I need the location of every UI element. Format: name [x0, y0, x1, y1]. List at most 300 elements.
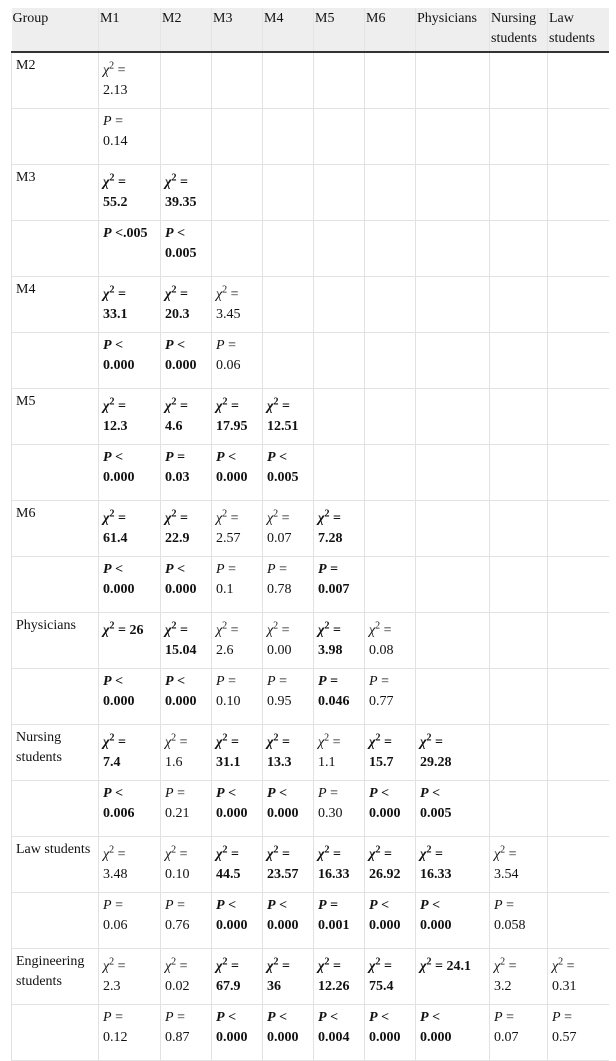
empty-cell — [490, 501, 548, 557]
stat-value: 0.00 — [267, 642, 292, 658]
empty-cell — [365, 557, 416, 613]
stat-value: 0.06 — [103, 918, 128, 933]
stat-value: 0.058 — [494, 918, 526, 933]
chi-square-cell: $\chi^2$ = 26.92 — [365, 837, 416, 893]
stat-value: 0.1 — [216, 582, 234, 597]
stat-value: 22.9 — [165, 530, 190, 546]
empty-cell — [416, 52, 490, 109]
empty-cell — [490, 781, 548, 837]
p-symbol: P — [420, 1010, 429, 1025]
empty-cell — [263, 221, 314, 277]
empty-cell — [548, 221, 609, 277]
p-symbol: P — [216, 898, 225, 913]
p-operator: < — [177, 562, 186, 577]
stat-value: 12.51 — [267, 418, 299, 434]
empty-cell — [490, 613, 548, 669]
stat-value: 0.005 — [267, 470, 299, 485]
group-label: M4 — [12, 277, 99, 333]
chi-symbol: χ — [216, 958, 223, 974]
stat-value: 0.10 — [216, 694, 241, 709]
empty-cell — [548, 109, 609, 165]
p-operator: = — [177, 1010, 185, 1025]
stat-value: 0.08 — [369, 642, 394, 658]
chi-symbol: χ — [318, 958, 325, 974]
chi-square-cell: $\chi^2$ = 1.6 — [161, 725, 212, 781]
table-row — [12, 277, 609, 333]
p-operator: < — [279, 786, 288, 801]
p-symbol: P — [216, 1010, 225, 1025]
p-value-cell — [161, 333, 212, 389]
stat-value: 12.3 — [103, 418, 128, 434]
p-operator: < — [381, 1010, 390, 1025]
chi-square-cell: $\chi^2$ = 0.02 — [161, 949, 212, 1005]
p-operator: = — [330, 562, 339, 577]
empty-cell — [490, 669, 548, 725]
empty-cell — [548, 165, 609, 221]
empty-cell — [12, 445, 99, 501]
p-symbol: P — [318, 786, 327, 801]
p-value-cell — [161, 669, 212, 725]
chi-square-cell: $\chi^2$ = 15.7 — [365, 725, 416, 781]
chi-square-cell: $\chi^2$ = 0.07 — [263, 501, 314, 557]
p-operator: < — [228, 450, 237, 465]
empty-cell — [548, 333, 609, 389]
p-symbol: P — [267, 562, 276, 577]
p-value-cell — [263, 669, 314, 725]
stat-value: 0.000 — [165, 358, 197, 373]
stat-value: 23.57 — [267, 866, 299, 882]
empty-cell — [365, 277, 416, 333]
stat-value: 26 — [129, 622, 144, 638]
stat-value: 0.000 — [369, 918, 401, 933]
stat-value: 0.87 — [165, 1030, 190, 1045]
stat-value: 0.000 — [165, 582, 197, 597]
chi-square-cell: $\chi^2$ = 3.54 — [490, 837, 548, 893]
chi-square-cell: $\chi^2$ = 4.6 — [161, 389, 212, 445]
chi-symbol: χ — [216, 398, 223, 414]
p-value-cell — [314, 781, 365, 837]
p-value-cell — [263, 781, 314, 837]
p-operator: < — [115, 450, 124, 465]
stat-value: 61.4 — [103, 530, 128, 546]
stat-value: 0.76 — [165, 918, 190, 933]
p-symbol: P — [103, 338, 112, 353]
empty-cell — [416, 333, 490, 389]
empty-cell — [548, 613, 609, 669]
p-value-cell — [212, 557, 263, 613]
empty-cell — [548, 445, 609, 501]
stat-value: 1.1 — [318, 754, 336, 770]
empty-cell — [548, 781, 609, 837]
p-operator: < — [177, 226, 186, 241]
p-symbol: P — [165, 226, 174, 241]
p-value-cell — [161, 893, 212, 949]
header-row — [12, 8, 609, 52]
stat-value: 3.54 — [494, 866, 519, 882]
p-operator: = — [177, 898, 185, 913]
stat-value: 0.000 — [216, 470, 248, 485]
chi-square-cell: $\chi^2$ = 0.00 — [263, 613, 314, 669]
table-row — [12, 221, 609, 277]
p-symbol: P — [103, 562, 112, 577]
chi-symbol: χ — [318, 510, 325, 526]
chi-square-cell: $\chi^2$ = 7.28 — [314, 501, 365, 557]
stat-value: 0.03 — [165, 470, 190, 485]
empty-cell — [416, 445, 490, 501]
p-operator: < — [381, 786, 390, 801]
p-value-cell — [365, 781, 416, 837]
p-symbol: P — [420, 786, 429, 801]
empty-cell — [161, 109, 212, 165]
p-value-cell — [99, 221, 161, 277]
chi-square-cell: $\chi^2$ = 16.33 — [416, 837, 490, 893]
empty-cell — [548, 557, 609, 613]
table-row — [12, 781, 609, 837]
p-value-cell — [365, 669, 416, 725]
empty-cell — [548, 669, 609, 725]
p-operator: = — [506, 898, 514, 913]
empty-cell — [263, 52, 314, 109]
empty-cell — [12, 557, 99, 613]
chi-symbol: χ — [420, 846, 427, 862]
p-symbol: P — [103, 226, 112, 241]
chi-symbol: χ — [420, 958, 427, 974]
chi-symbol: χ — [216, 734, 223, 750]
table-header — [12, 8, 609, 52]
p-symbol: P — [103, 450, 112, 465]
chi-square-cell: $\chi^2$ = 2.13 — [99, 52, 161, 109]
chi-square-cell: $\chi^2$ = 2.6 — [212, 613, 263, 669]
stat-value: 0.31 — [552, 978, 577, 994]
p-operator: = — [228, 338, 236, 353]
p-symbol: P — [216, 674, 225, 689]
chi-symbol: χ — [318, 622, 325, 638]
p-value-cell — [161, 557, 212, 613]
empty-cell — [548, 725, 609, 781]
empty-cell — [161, 52, 212, 109]
p-operator: = — [381, 674, 389, 689]
p-operator: = — [177, 786, 185, 801]
stat-value: 0.02 — [165, 978, 190, 994]
p-operator: = — [330, 898, 339, 913]
p-value-cell — [161, 221, 212, 277]
empty-cell — [212, 165, 263, 221]
p-symbol: P — [369, 1010, 378, 1025]
chi-square-cell: $\chi^2$ = 12.26 — [314, 949, 365, 1005]
stat-value: 3.45 — [216, 306, 241, 322]
comparison-table — [11, 8, 609, 1061]
p-operator: < — [228, 898, 237, 913]
p-value-cell — [161, 445, 212, 501]
stat-value: 0.57 — [552, 1030, 577, 1045]
table-row — [12, 613, 609, 669]
stat-value: 0.000 — [216, 918, 248, 933]
empty-cell — [490, 725, 548, 781]
p-symbol: P — [103, 898, 112, 913]
stat-value: 0.001 — [318, 918, 350, 933]
p-symbol: P — [165, 786, 174, 801]
stat-value: 15.7 — [369, 754, 394, 770]
p-operator: < — [177, 338, 186, 353]
group-label: Engineering students — [12, 949, 99, 1005]
p-symbol: P — [103, 1010, 112, 1025]
stat-value: 7.28 — [318, 530, 343, 546]
p-value-cell — [314, 893, 365, 949]
stat-value: 0.000 — [420, 1030, 452, 1045]
p-symbol: P — [216, 562, 225, 577]
empty-cell — [314, 109, 365, 165]
chi-symbol: χ — [267, 846, 274, 862]
table-row — [12, 669, 609, 725]
chi-square-cell: $\chi^2$ = 33.1 — [99, 277, 161, 333]
stat-value: 12.26 — [318, 978, 350, 994]
p-value-cell — [99, 557, 161, 613]
p-value-cell — [99, 109, 161, 165]
empty-cell — [12, 333, 99, 389]
empty-cell — [548, 501, 609, 557]
chi-symbol: χ — [103, 510, 110, 526]
stat-value: 31.1 — [216, 754, 241, 770]
p-value-cell — [416, 893, 490, 949]
empty-cell — [365, 501, 416, 557]
p-value-cell — [99, 893, 161, 949]
empty-cell — [490, 445, 548, 501]
chi-square-cell: $\chi^2$ = 55.2 — [99, 165, 161, 221]
p-symbol: P — [552, 1010, 561, 1025]
column-header: M3 — [212, 8, 263, 52]
p-symbol: P — [318, 562, 327, 577]
chi-symbol: χ — [318, 846, 325, 862]
p-value-cell — [314, 557, 365, 613]
chi-symbol: χ — [216, 510, 223, 526]
empty-cell — [365, 445, 416, 501]
chi-symbol: χ — [103, 174, 110, 190]
p-symbol: P — [318, 674, 327, 689]
chi-square-cell: $\chi^2$ = 3.2 — [490, 949, 548, 1005]
group-label: M5 — [12, 389, 99, 445]
chi-symbol: χ — [165, 734, 172, 750]
p-symbol: P — [103, 114, 112, 129]
p-operator: <.005 — [115, 226, 148, 241]
empty-cell — [490, 389, 548, 445]
empty-cell — [416, 501, 490, 557]
empty-cell — [365, 52, 416, 109]
column-header: Physicians — [416, 8, 490, 52]
empty-cell — [416, 613, 490, 669]
stat-value: 16.33 — [420, 866, 452, 882]
empty-cell — [490, 109, 548, 165]
chi-symbol: χ — [103, 286, 110, 302]
column-header: M5 — [314, 8, 365, 52]
chi-square-cell: $\chi^2$ = 3.98 — [314, 613, 365, 669]
p-value-cell — [263, 445, 314, 501]
stat-value: 0.30 — [318, 806, 343, 821]
chi-symbol: χ — [103, 62, 110, 78]
empty-cell — [12, 109, 99, 165]
chi-symbol: χ — [165, 846, 172, 862]
chi-square-cell: $\chi^2$ = 12.3 — [99, 389, 161, 445]
chi-square-cell: $\chi^2$ = 16.33 — [314, 837, 365, 893]
chi-symbol: χ — [165, 510, 172, 526]
stat-value: 0.000 — [267, 806, 299, 821]
stat-value: 0.07 — [494, 1030, 519, 1045]
p-symbol: P — [494, 898, 503, 913]
empty-cell — [416, 221, 490, 277]
chi-square-cell: $\chi^2 = 26$ — [99, 613, 161, 669]
stat-value: 55.2 — [103, 194, 128, 210]
p-symbol: P — [165, 1010, 174, 1025]
stat-value: 33.1 — [103, 306, 128, 322]
p-symbol: P — [216, 450, 225, 465]
chi-square-cell: $\chi^2$ = 23.57 — [263, 837, 314, 893]
empty-cell — [263, 165, 314, 221]
empty-cell — [12, 893, 99, 949]
column-header: M4 — [263, 8, 314, 52]
chi-square-cell: $\chi^2$ = 0.08 — [365, 613, 416, 669]
stat-value: 0.12 — [103, 1030, 128, 1045]
stat-value: 75.4 — [369, 978, 394, 994]
table-row — [12, 725, 609, 781]
stat-value: 0.06 — [216, 358, 241, 373]
stat-value: 29.28 — [420, 754, 452, 770]
group-label: Law students — [12, 837, 99, 893]
table-row — [12, 949, 609, 1005]
p-value-cell — [314, 669, 365, 725]
p-symbol: P — [267, 898, 276, 913]
chi-square-cell: $\chi^2$ = 3.48 — [99, 837, 161, 893]
table-body — [12, 52, 609, 1061]
stat-value: 0.000 — [165, 694, 197, 709]
empty-cell — [490, 277, 548, 333]
chi-square-cell: $\chi^2$ = 2.3 — [99, 949, 161, 1005]
chi-square-cell: $\chi^2$ = 31.1 — [212, 725, 263, 781]
p-value-cell — [365, 893, 416, 949]
p-operator: = — [115, 1010, 123, 1025]
p-value-cell — [99, 333, 161, 389]
stat-value: 0.005 — [165, 246, 197, 261]
stat-value: 0.14 — [103, 134, 128, 149]
chi-square-cell: $\chi^2$ = 0.10 — [161, 837, 212, 893]
chi-square-cell: $\chi^2$ = 2.57 — [212, 501, 263, 557]
stat-value: 0.006 — [103, 806, 135, 821]
column-header: M6 — [365, 8, 416, 52]
stat-value: 24.1 — [446, 958, 471, 974]
table-row — [12, 389, 609, 445]
column-header: M1 — [99, 8, 161, 52]
p-symbol: P — [165, 450, 174, 465]
empty-cell — [490, 165, 548, 221]
chi-symbol: χ — [216, 622, 223, 638]
stat-value: 0.000 — [369, 806, 401, 821]
empty-cell — [365, 221, 416, 277]
stat-value: 0.07 — [267, 530, 292, 546]
chi-symbol: χ — [216, 846, 223, 862]
table-row — [12, 501, 609, 557]
chi-symbol: χ — [165, 958, 172, 974]
p-value-cell — [212, 333, 263, 389]
empty-cell — [314, 277, 365, 333]
stat-value: 0.000 — [216, 1030, 248, 1045]
chi-square-cell: $\chi^2$ = 36 — [263, 949, 314, 1005]
p-operator: < — [279, 898, 288, 913]
empty-cell — [314, 165, 365, 221]
p-value-cell — [212, 781, 263, 837]
chi-symbol: χ — [318, 734, 325, 750]
chi-symbol: χ — [103, 846, 110, 862]
table-row — [12, 557, 609, 613]
stat-value: 0.000 — [103, 694, 135, 709]
chi-square-cell: $\chi^2$ = 61.4 — [99, 501, 161, 557]
table-row — [12, 893, 609, 949]
table-row — [12, 52, 609, 109]
empty-cell — [365, 109, 416, 165]
stat-value: 0.000 — [267, 1030, 299, 1045]
stat-value: 0.000 — [103, 470, 135, 485]
p-symbol: P — [216, 338, 225, 353]
p-operator: = — [115, 114, 123, 129]
empty-cell — [263, 333, 314, 389]
empty-cell — [548, 837, 609, 893]
stat-value: 36 — [267, 978, 281, 994]
table-row — [12, 445, 609, 501]
stat-value: 39.35 — [165, 194, 197, 210]
p-operator: = — [115, 898, 123, 913]
p-operator: < — [115, 562, 124, 577]
chi-square-cell: $\chi^2$ = 0.31 — [548, 949, 609, 1005]
stat-value: 16.33 — [318, 866, 350, 882]
chi-square-cell: $\chi^2$ = 39.35 — [161, 165, 212, 221]
p-operator: < — [330, 1010, 339, 1025]
stat-value: 0.78 — [267, 582, 292, 597]
p-operator: < — [115, 786, 124, 801]
chi-symbol: χ — [267, 622, 274, 638]
empty-cell — [416, 277, 490, 333]
stat-value: 15.04 — [165, 642, 197, 658]
stat-value: 3.2 — [494, 978, 512, 994]
p-operator: < — [279, 1010, 288, 1025]
chi-square-cell: $\chi^2$ = 29.28 — [416, 725, 490, 781]
empty-cell — [212, 109, 263, 165]
p-operator: < — [279, 450, 288, 465]
empty-cell — [548, 893, 609, 949]
p-value-cell — [99, 445, 161, 501]
stat-value: 2.6 — [216, 642, 234, 658]
empty-cell — [416, 557, 490, 613]
chi-symbol: χ — [369, 846, 376, 862]
group-label: Physicians — [12, 613, 99, 669]
p-operator: = — [506, 1010, 514, 1025]
p-symbol: P — [165, 674, 174, 689]
p-value-cell — [416, 781, 490, 837]
empty-cell — [490, 221, 548, 277]
stat-value: 26.92 — [369, 866, 401, 882]
stat-value: 0.046 — [318, 694, 350, 709]
table-row — [12, 333, 609, 389]
p-symbol: P — [267, 674, 276, 689]
chi-symbol: χ — [103, 958, 110, 974]
p-symbol: P — [165, 338, 174, 353]
p-value-cell — [212, 669, 263, 725]
p-operator: < — [177, 674, 186, 689]
chi-symbol: χ — [552, 958, 559, 974]
chi-square-cell: $\chi^2 = 24.1$ — [416, 949, 490, 1005]
chi-square-cell: $\chi^2$ = 12.51 — [263, 389, 314, 445]
p-symbol: P — [267, 1010, 276, 1025]
p-symbol: P — [103, 786, 112, 801]
stat-value: 44.5 — [216, 866, 241, 882]
empty-cell — [212, 221, 263, 277]
p-operator: < — [115, 674, 124, 689]
